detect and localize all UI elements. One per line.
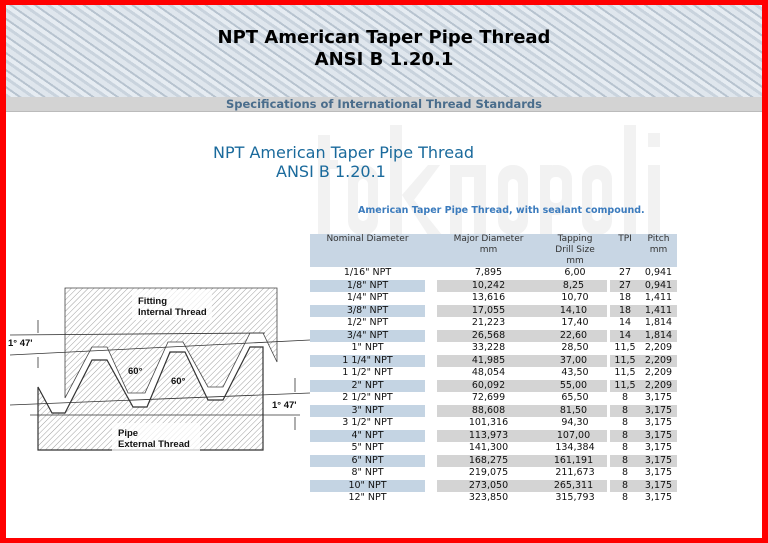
banner-tagline: Specifications of International Thread Standards <box>6 97 762 112</box>
cell-pitch: 2,209 <box>640 355 677 368</box>
cell-tpi: 27 <box>618 267 632 279</box>
spacer <box>425 442 437 455</box>
cell-major: 17,055 <box>437 305 540 318</box>
cell-major: 113,973 <box>437 430 540 443</box>
spacer <box>425 480 437 493</box>
cell-pitch: 3,175 <box>644 492 673 504</box>
cell-drill: 8,25 <box>540 280 610 293</box>
cell-nominal: 6" NPT <box>310 455 425 468</box>
cell-tpi: 8 <box>621 417 629 429</box>
cell-drill: 43,50 <box>561 367 589 379</box>
cell-tpi: 18 <box>610 305 640 318</box>
cell-major: 141,300 <box>468 442 509 454</box>
table-row <box>310 305 677 318</box>
table-row <box>310 455 677 468</box>
cell-nominal: 3/4" NPT <box>310 330 425 343</box>
cell-drill: 28,50 <box>561 342 589 354</box>
thread-angle-2: 60° <box>171 376 186 387</box>
cell-pitch: 1,411 <box>644 292 673 304</box>
cell-major: 72,699 <box>471 392 506 404</box>
cell-tpi: 18 <box>618 292 632 304</box>
cell-tpi: 8 <box>621 492 629 504</box>
col-drill-unit: mm <box>566 256 584 266</box>
spacer <box>425 367 437 380</box>
col-drill-label-2: Drill Size <box>555 245 595 255</box>
spacer <box>425 280 437 293</box>
cell-drill: 65,50 <box>561 392 589 404</box>
table-row <box>310 467 677 480</box>
cell-tpi: 8 <box>610 455 640 468</box>
cell-major: 10,242 <box>437 280 540 293</box>
fitting-label: Fitting <box>138 296 168 307</box>
cell-major: 219,075 <box>468 467 509 479</box>
spacer <box>425 330 437 343</box>
cell-pitch: 3,175 <box>640 480 677 493</box>
cell-tpi: 27 <box>610 280 640 293</box>
col-drill-label-1: Tapping <box>557 234 593 244</box>
spacer <box>425 267 437 280</box>
cell-nominal: 2" NPT <box>310 380 425 393</box>
table-row <box>310 480 677 493</box>
cell-tpi: 8 <box>610 480 640 493</box>
cell-drill: 6,00 <box>564 267 586 279</box>
table-row <box>310 392 677 405</box>
col-nominal: Nominal Diameter <box>310 234 425 267</box>
cell-major: 26,568 <box>437 330 540 343</box>
col-major <box>437 234 540 267</box>
cell-tpi: 8 <box>621 392 629 404</box>
cell-pitch: 1,814 <box>644 317 673 329</box>
spacer <box>425 455 437 468</box>
cell-nominal: 1/2" NPT <box>346 317 389 329</box>
col-pitch-label: Pitch <box>647 234 670 244</box>
cell-tpi: 8 <box>621 442 629 454</box>
cell-major: 273,050 <box>437 480 540 493</box>
thread-diagram <box>0 280 310 460</box>
cell-drill: 134,384 <box>555 442 595 454</box>
col-pitch-unit: mm <box>649 245 668 255</box>
cell-drill: 55,00 <box>540 380 610 393</box>
cell-drill: 211,673 <box>555 467 595 479</box>
cell-nominal: 4" NPT <box>310 430 425 443</box>
col-tpi: TPI <box>610 234 640 267</box>
cell-drill: 265,311 <box>540 480 610 493</box>
table-row <box>310 355 677 368</box>
cell-nominal: 3" NPT <box>310 405 425 418</box>
cell-tpi: 11,5 <box>610 355 640 368</box>
cell-drill: 17,40 <box>561 317 589 329</box>
spacer <box>425 467 437 480</box>
table-row <box>310 367 677 380</box>
cell-nominal: 10" NPT <box>310 480 425 493</box>
cell-major: 48,054 <box>471 367 506 379</box>
cell-nominal: 1/4" NPT <box>346 292 389 304</box>
spacer <box>425 342 437 355</box>
thread-angle-1: 60° <box>128 366 143 377</box>
cell-tpi: 11,5 <box>614 342 636 354</box>
cell-drill: 161,191 <box>540 455 610 468</box>
cell-drill: 10,70 <box>561 292 589 304</box>
table-header <box>310 234 677 267</box>
pipe-label: Pipe <box>118 428 139 439</box>
cell-drill: 94,30 <box>561 417 589 429</box>
cell-pitch: 0,941 <box>644 267 673 279</box>
cell-major: 21,223 <box>471 317 506 329</box>
cell-nominal: 3/8" NPT <box>310 305 425 318</box>
cell-pitch: 2,209 <box>644 367 673 379</box>
table-row <box>310 317 677 330</box>
spacer <box>425 492 437 505</box>
cell-pitch: 3,175 <box>644 442 673 454</box>
cell-nominal: 5" NPT <box>351 442 384 454</box>
taper-angle-left: 1° 47' <box>8 338 33 349</box>
cell-tpi: 8 <box>610 430 640 443</box>
cell-pitch: 3,175 <box>644 417 673 429</box>
cell-pitch: 2,209 <box>644 342 673 354</box>
cell-tpi: 11,5 <box>610 380 640 393</box>
pipe-label-2: External Thread <box>118 439 190 450</box>
cell-nominal: 8" NPT <box>351 467 384 479</box>
cell-pitch: 2,209 <box>640 380 677 393</box>
table-row <box>310 405 677 418</box>
table-row <box>310 292 677 305</box>
table-row <box>310 430 677 443</box>
page-subtitle: ANSI B 1.20.1 <box>276 162 386 181</box>
cell-nominal: 12" NPT <box>348 492 387 504</box>
page-title: NPT American Taper Pipe Thread <box>213 143 475 162</box>
cell-major: 60,092 <box>437 380 540 393</box>
spacer <box>425 430 437 443</box>
fitting-label-2: Internal Thread <box>138 307 207 318</box>
cell-drill: 37,00 <box>540 355 610 368</box>
spacer <box>425 234 437 267</box>
cell-tpi: 8 <box>610 405 640 418</box>
cell-pitch: 3,175 <box>640 430 677 443</box>
cell-nominal: 2 1/2" NPT <box>342 392 393 404</box>
cell-nominal: 3 1/2" NPT <box>342 417 393 429</box>
cell-major: 7,895 <box>474 267 503 279</box>
spacer <box>425 417 437 430</box>
spacer <box>425 292 437 305</box>
col-major-unit: mm <box>479 245 498 255</box>
table-caption: American Taper Pipe Thread, with sealant compound. <box>358 205 645 216</box>
spacer <box>425 392 437 405</box>
cell-nominal: 1/8" NPT <box>310 280 425 293</box>
cell-drill: 315,793 <box>555 492 595 504</box>
spacer <box>425 405 437 418</box>
cell-drill: 107,00 <box>540 430 610 443</box>
table-row <box>310 330 677 343</box>
cell-nominal: 1" NPT <box>351 342 384 354</box>
cell-drill: 81,50 <box>540 405 610 418</box>
cell-pitch: 1,411 <box>640 305 677 318</box>
banner-title <box>6 27 762 71</box>
cell-tpi: 14 <box>610 330 640 343</box>
cell-tpi: 8 <box>621 467 629 479</box>
col-major-label: Major Diameter <box>453 234 524 244</box>
cell-major: 101,316 <box>468 417 509 429</box>
banner-title-line: NPT American Taper Pipe Thread <box>217 27 551 48</box>
cell-major: 168,275 <box>437 455 540 468</box>
cell-nominal: 1 1/4" NPT <box>310 355 425 368</box>
table-row <box>310 342 677 355</box>
cell-tpi: 14 <box>618 317 632 329</box>
spacer <box>425 355 437 368</box>
table-row <box>310 280 677 293</box>
cell-drill: 22,60 <box>540 330 610 343</box>
col-drill <box>540 234 610 267</box>
cell-nominal: 1 1/2" NPT <box>342 367 393 379</box>
table-row <box>310 442 677 455</box>
cell-major: 323,850 <box>468 492 509 504</box>
cell-nominal: 1/16" NPT <box>343 267 392 279</box>
spacer <box>425 305 437 318</box>
table-row <box>310 417 677 430</box>
cell-pitch: 1,814 <box>640 330 677 343</box>
cell-pitch: 0,941 <box>640 280 677 293</box>
taper-angle-right: 1° 47' <box>272 400 297 411</box>
cell-pitch: 3,175 <box>644 467 673 479</box>
cell-major: 41,985 <box>437 355 540 368</box>
cell-pitch: 3,175 <box>640 405 677 418</box>
header-banner <box>6 5 762 98</box>
cell-tpi: 11,5 <box>614 367 636 379</box>
cell-drill: 14,10 <box>540 305 610 318</box>
cell-major: 13,616 <box>471 292 506 304</box>
col-pitch <box>640 234 677 267</box>
table-row <box>310 492 677 505</box>
cell-pitch: 3,175 <box>644 392 673 404</box>
table-row <box>310 380 677 393</box>
cell-pitch: 3,175 <box>640 455 677 468</box>
thread-spec-table <box>310 234 677 505</box>
cell-major: 33,228 <box>471 342 506 354</box>
cell-major: 88,608 <box>437 405 540 418</box>
banner-subtitle: ANSI B 1.20.1 <box>314 49 454 70</box>
spacer <box>425 317 437 330</box>
table-row <box>310 267 677 280</box>
spacer <box>425 380 437 393</box>
